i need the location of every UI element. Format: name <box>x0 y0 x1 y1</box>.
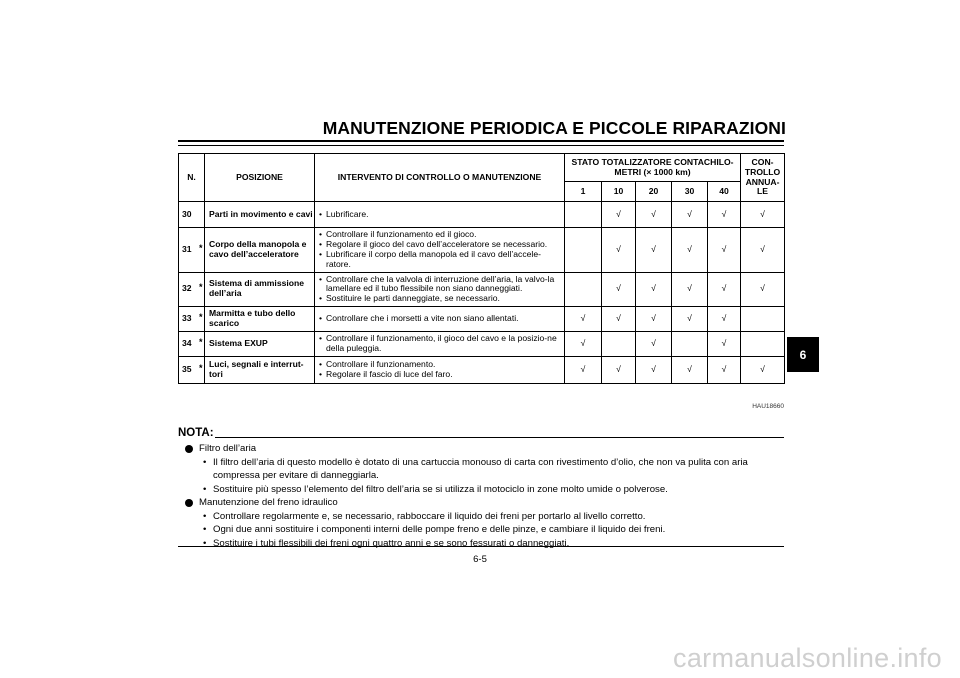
nota-item <box>185 510 785 524</box>
check-mark-icon: √ <box>616 208 621 219</box>
nota-section-title-text: Filtro dell’aria <box>199 443 257 454</box>
maintenance-table <box>178 153 785 384</box>
check-cell <box>741 228 785 273</box>
nota-label: NOTA: <box>178 427 214 439</box>
nota-section-title-text: Manutenzione del freno idraulico <box>199 497 338 508</box>
check-cell <box>636 332 672 357</box>
check-cell <box>565 202 602 228</box>
row-number-text: 34 <box>182 338 192 349</box>
row-intervention <box>315 272 565 307</box>
table-row <box>179 202 785 228</box>
row-position: Sistema EXUP <box>205 332 315 357</box>
check-cell <box>565 307 602 332</box>
check-cell <box>602 332 636 357</box>
check-mark-icon: √ <box>580 313 586 324</box>
nota-item-text: Sostituire i tubi flessibili dei freni ogni quattro anni e se sono fessurati o danneggiati. <box>213 537 570 549</box>
intervention-item: • Controllare il funzionamento. <box>319 360 564 370</box>
title-rule-thin <box>178 145 784 146</box>
row-intervention <box>315 307 565 332</box>
intervention-item: • Sostituire le parti danneggiate, se necessario. <box>319 294 564 304</box>
check-mark-icon: √ <box>651 243 656 254</box>
check-cell <box>741 357 785 384</box>
intervention-item: • Controllare che la valvola di interruzione dell’aria, la valvo-la lamellare ed il tubo flessibile non siano danneggiati. <box>319 275 564 295</box>
row-number <box>179 202 205 228</box>
check-cell <box>602 357 636 384</box>
row-number-text: 35 <box>182 364 192 375</box>
row-number-text: 31 <box>182 243 192 254</box>
check-cell <box>565 332 602 357</box>
row-intervention <box>315 202 565 228</box>
row-number <box>179 228 205 273</box>
bullet-icon: • <box>203 510 207 522</box>
check-cell <box>708 228 741 273</box>
dealer-service-marker: * <box>199 242 203 253</box>
intervention-item: • Controllare il funzionamento, il gioco del cavo e la posizio-ne della puleggia. <box>319 334 564 354</box>
check-cell <box>672 272 708 307</box>
row-number <box>179 357 205 384</box>
page-number: 6-5 <box>473 554 487 565</box>
dealer-service-marker: * <box>199 312 203 323</box>
row-intervention <box>315 357 565 384</box>
nota-section-title <box>185 496 785 510</box>
check-cell <box>741 272 785 307</box>
check-cell <box>672 202 708 228</box>
header-km-40: 40 <box>708 182 741 202</box>
row-position: Parti in movimento e cavi <box>205 202 315 228</box>
check-mark-icon: √ <box>651 208 656 219</box>
check-cell <box>708 332 741 357</box>
check-mark-icon: √ <box>616 243 621 254</box>
check-cell <box>636 272 672 307</box>
check-mark-icon: √ <box>687 243 692 254</box>
dealer-service-marker: * <box>199 337 203 348</box>
row-position: Luci, segnali e interrut-tori <box>205 357 315 384</box>
check-cell <box>602 307 636 332</box>
check-cell <box>602 228 636 273</box>
nota-body <box>185 442 785 550</box>
nota-item-text: Controllare regolarmente e, se necessario, rabboccare il liquido dei freni per portarlo al livello corretto. <box>213 510 646 522</box>
check-mark-icon: √ <box>580 364 586 375</box>
check-mark-icon: √ <box>616 364 621 375</box>
check-cell <box>565 357 602 384</box>
row-number <box>179 272 205 307</box>
bullet-icon: • <box>203 483 207 495</box>
table-row <box>179 332 785 357</box>
check-cell <box>636 357 672 384</box>
nota-section-title <box>185 442 785 456</box>
header-km-20: 20 <box>636 182 672 202</box>
header-position: POSIZIONE <box>205 154 315 202</box>
check-mark-icon: √ <box>651 313 656 324</box>
check-mark-icon: √ <box>651 283 656 294</box>
check-mark-icon: √ <box>721 208 727 219</box>
nota-item <box>185 523 785 537</box>
row-number-text: 30 <box>182 208 192 219</box>
check-cell <box>636 307 672 332</box>
header-km-10: 10 <box>602 182 636 202</box>
row-intervention <box>315 228 565 273</box>
nota-rule <box>215 437 784 438</box>
intervention-item: • Lubrificare. <box>319 210 564 220</box>
check-cell <box>708 307 741 332</box>
check-mark-icon: √ <box>616 313 621 324</box>
check-mark-icon: √ <box>760 243 765 254</box>
check-mark-icon: √ <box>760 283 765 294</box>
chapter-tab[interactable]: 6 <box>787 337 819 372</box>
check-cell <box>565 228 602 273</box>
check-mark-icon: √ <box>721 243 727 254</box>
check-cell <box>672 307 708 332</box>
header-km-1: 1 <box>565 182 602 202</box>
check-mark-icon: √ <box>580 338 586 349</box>
table-row <box>179 307 785 332</box>
bullet-icon: • <box>203 524 207 535</box>
bullet-dot-icon <box>185 445 193 453</box>
bullet-dot-icon <box>185 499 193 507</box>
check-mark-icon: √ <box>687 283 692 294</box>
check-cell <box>672 332 708 357</box>
check-mark-icon: √ <box>760 208 765 219</box>
check-mark-icon: √ <box>651 338 656 349</box>
check-mark-icon: √ <box>721 338 727 349</box>
reference-code: HAU18660 <box>752 403 784 410</box>
nota-item <box>185 483 785 497</box>
check-cell <box>602 202 636 228</box>
check-cell <box>708 202 741 228</box>
table-row <box>179 228 785 273</box>
intervention-item: • Lubrificare il corpo della manopola ed il cavo dell’accele-ratore. <box>319 250 564 270</box>
header-num: N. <box>179 154 205 202</box>
nota-item-text: Il filtro dell’aria di questo modello è dotato di una cartuccia monouso di carta con rivestimento d’olio, che non va pulita con aria compressa per evitare di danneggiarla. <box>213 456 748 481</box>
check-cell <box>602 272 636 307</box>
header-intervention: INTERVENTO DI CONTROLLO O MANUTENZIONE <box>315 154 565 202</box>
header-annual: CON-TROLLO ANNUA-LE <box>741 154 785 202</box>
header-odometer: STATO TOTALIZZATORE CONTACHILO-METRI (× 1000 km) <box>565 154 741 182</box>
check-cell <box>636 202 672 228</box>
check-mark-icon: √ <box>721 364 727 375</box>
check-cell <box>708 357 741 384</box>
nota-item <box>185 456 785 483</box>
check-mark-icon: √ <box>721 283 727 294</box>
check-mark-icon: √ <box>721 313 727 324</box>
check-mark-icon: √ <box>687 313 692 324</box>
row-position: Marmitta e tubo dello scarico <box>205 307 315 332</box>
dealer-service-marker: * <box>199 363 203 374</box>
check-mark-icon: √ <box>760 364 765 375</box>
row-intervention <box>315 332 565 357</box>
check-cell <box>672 357 708 384</box>
check-mark-icon: √ <box>687 208 692 219</box>
nota-bottom-rule <box>178 546 784 547</box>
table-row <box>179 357 785 384</box>
table-row <box>179 272 785 307</box>
intervention-item: • Controllare il funzionamento ed il gioco. <box>319 230 564 240</box>
nota-item <box>185 537 785 551</box>
check-mark-icon: √ <box>687 364 692 375</box>
check-cell <box>565 272 602 307</box>
check-cell <box>741 307 785 332</box>
check-cell <box>741 202 785 228</box>
row-number-text: 32 <box>182 283 192 294</box>
row-number-text: 33 <box>182 313 192 324</box>
watermark: carmanualsonline.info <box>673 643 942 673</box>
bullet-icon: • <box>203 456 207 468</box>
table-body <box>179 202 785 384</box>
check-cell <box>672 228 708 273</box>
check-cell <box>741 332 785 357</box>
dealer-service-marker: * <box>199 282 203 293</box>
row-number <box>179 332 205 357</box>
check-cell <box>708 272 741 307</box>
title-rule <box>178 140 784 142</box>
header-km-30: 30 <box>672 182 708 202</box>
nota-item-text: Ogni due anni sostituire i componenti interni delle pompe freno e delle pinze, e cambiare il liquido dei freni. <box>213 524 666 535</box>
check-mark-icon: √ <box>616 283 621 294</box>
page-title: MANUTENZIONE PERIODICA E PICCOLE RIPARAZIONI <box>322 118 786 138</box>
nota-item-text: Sostituire più spesso l’elemento del filtro dell’aria se si utilizza il motociclo in zone molto umide o polverose. <box>213 483 668 495</box>
row-position: Sistema di ammissione dell’aria <box>205 272 315 307</box>
check-cell <box>636 228 672 273</box>
intervention-item: • Controllare che i morsetti a vite non siano allentati. <box>319 314 564 324</box>
row-position: Corpo della manopola e cavo dell’acceleratore <box>205 228 315 273</box>
bullet-icon: • <box>203 537 207 549</box>
check-mark-icon: √ <box>651 364 656 375</box>
intervention-item: • Regolare il fascio di luce del faro. <box>319 370 564 380</box>
row-number <box>179 307 205 332</box>
intervention-item: • Regolare il gioco del cavo dell’acceleratore se necessario. <box>319 240 564 250</box>
